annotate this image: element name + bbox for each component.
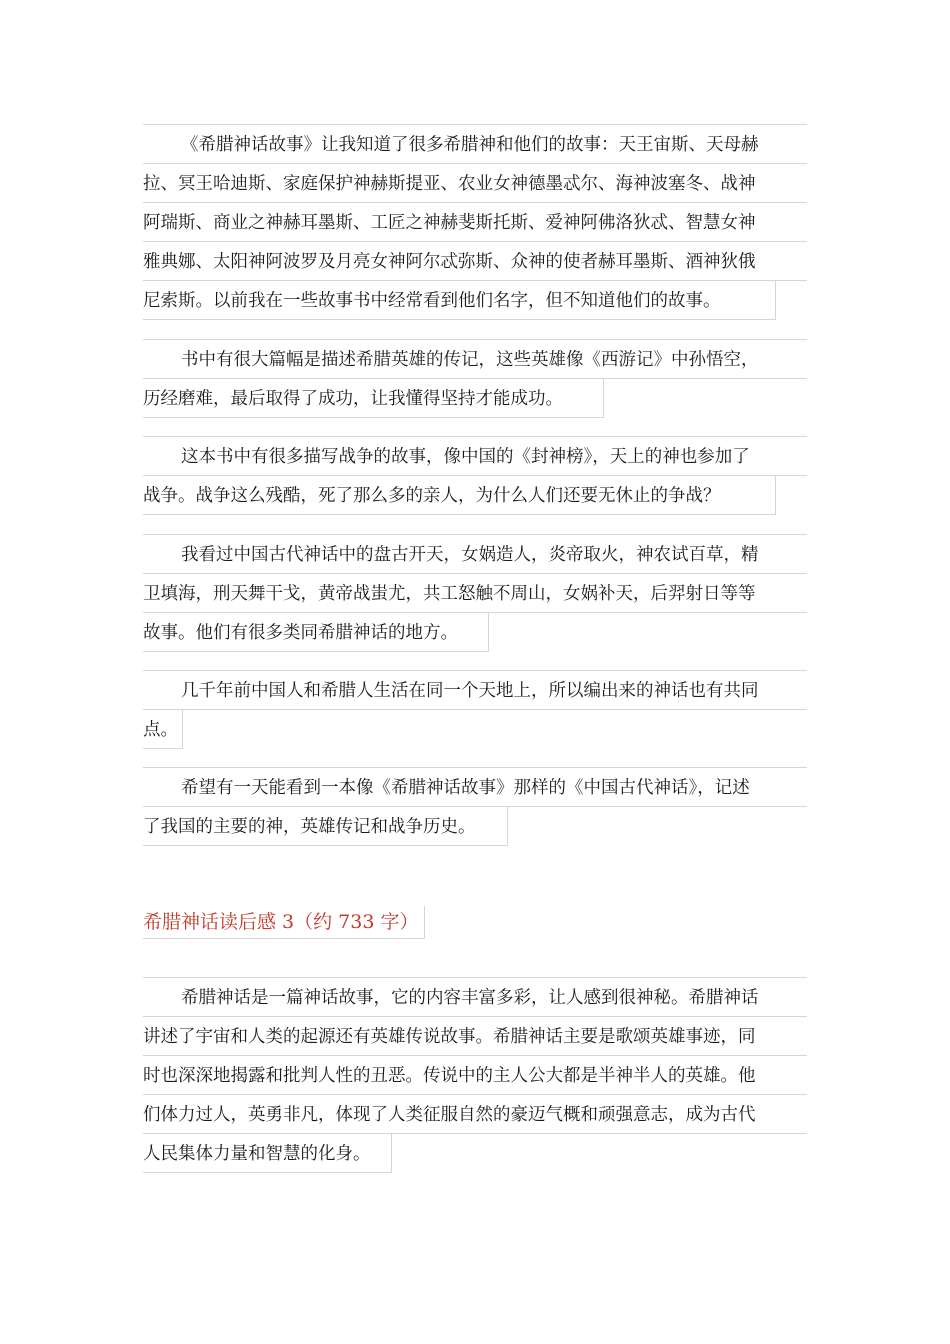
text-line: 卫填海，刑天舞干戈，黄帝战蚩尤，共工怒触不周山，女娲补天，后羿射日等等 [143, 573, 807, 613]
text-line: 几千年前中国人和希腊人生活在同一个天地上，所以编出来的神话也有共同 [143, 670, 807, 710]
text-line: 了我国的主要的神，英雄传记和战争历史。 [143, 806, 508, 846]
paragraph-6 [143, 767, 807, 845]
text-line: 时也深深地揭露和批判人性的丑恶。传说中的主人公大都是半神半人的英雄。他 [143, 1055, 807, 1095]
paragraph-7 [143, 977, 807, 1172]
text-line: 历经磨难，最后取得了成功，让我懂得坚持才能成功。 [143, 378, 604, 418]
text-line: 故事。他们有很多类同希腊神话的地方。 [143, 612, 489, 652]
text-line: 们体力过人，英勇非凡，体现了人类征服自然的豪迈气概和顽强意志，成为古代 [143, 1094, 807, 1134]
text-line: 讲述了宇宙和人类的起源还有英雄传说故事。希腊神话主要是歌颂英雄事迹，同 [143, 1016, 807, 1056]
paragraph-2 [143, 339, 807, 417]
text-line: 希腊神话是一篇神话故事，它的内容丰富多彩，让人感到很神秘。希腊神话 [143, 977, 807, 1017]
text-line: 拉、冥王哈迪斯、家庭保护神赫斯提亚、农业女神德墨忒尔、海神波塞冬、战神 [143, 163, 807, 203]
paragraph-1 [143, 124, 807, 319]
text-line: 书中有很大篇幅是描述希腊英雄的传记，这些英雄像《西游记》中孙悟空， [143, 339, 807, 379]
text-line: 尼索斯。以前我在一些故事书中经常看到他们名字，但不知道他们的故事。 [143, 280, 776, 320]
text-line: 点。 [143, 709, 183, 749]
text-line: 《希腊神话故事》让我知道了很多希腊神和他们的故事：天王宙斯、天母赫 [143, 124, 807, 164]
paragraph-3 [143, 436, 807, 514]
text-line: 希望有一天能看到一本像《希腊神话故事》那样的《中国古代神话》，记述 [143, 767, 807, 807]
section-heading: 希腊神话读后感 3（约 733 字） [143, 906, 425, 939]
paragraph-5 [143, 670, 807, 748]
text-line: 阿瑞斯、商业之神赫耳墨斯、工匠之神赫斐斯托斯、爱神阿佛洛狄忒、智慧女神 [143, 202, 807, 242]
text-line: 人民集体力量和智慧的化身。 [143, 1133, 392, 1173]
text-line: 我看过中国古代神话中的盘古开天，女娲造人，炎帝取火，神农试百草，精 [143, 534, 807, 574]
text-line: 这本书中有很多描写战争的故事，像中国的《封神榜》，天上的神也参加了 [143, 436, 807, 476]
paragraph-4 [143, 534, 807, 651]
text-line: 雅典娜、太阳神阿波罗及月亮女神阿尔忒弥斯、众神的使者赫耳墨斯、酒神狄俄 [143, 241, 807, 281]
text-line: 战争。战争这么残酷，死了那么多的亲人，为什么人们还要无休止的争战？ [143, 475, 776, 515]
